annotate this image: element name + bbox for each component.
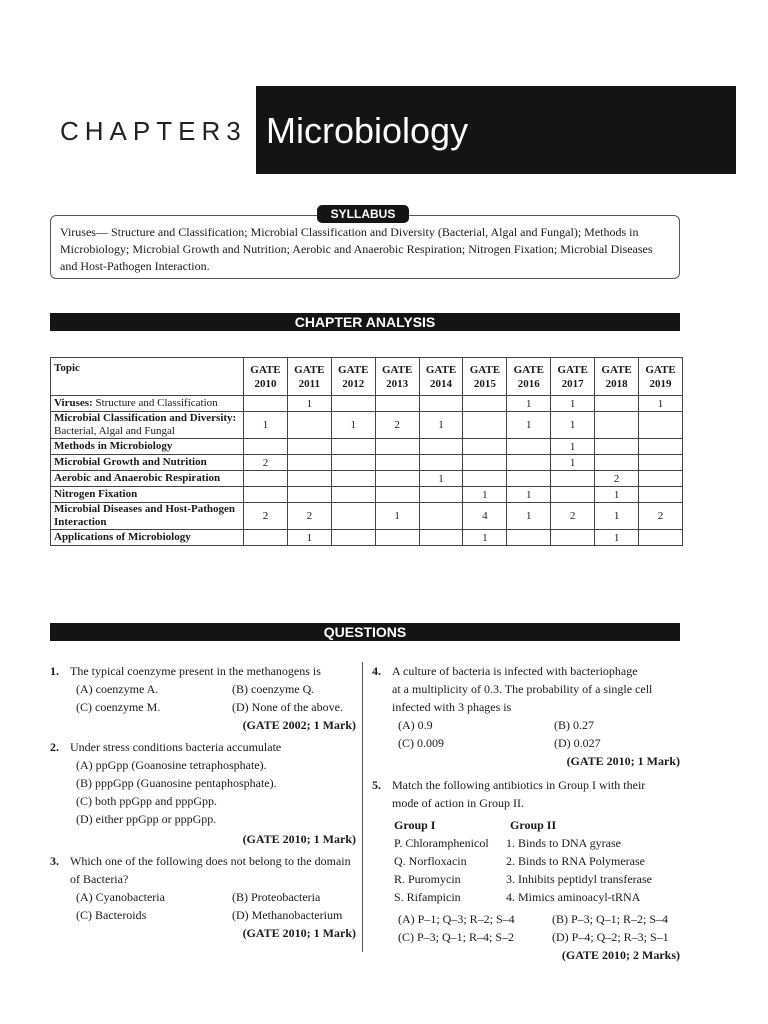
count-cell: [419, 455, 463, 471]
chapter-banner: [256, 86, 736, 174]
count-cell: [595, 412, 639, 439]
questions-right-column: [372, 662, 680, 964]
count-cell: [507, 530, 551, 546]
count-cell: 1: [595, 503, 639, 530]
topic-cell: Aerobic and Anaerobic Respiration: [51, 471, 244, 487]
option-d: (D) 0.027: [554, 736, 601, 750]
syllabus-box: [50, 215, 680, 279]
count-cell: [463, 439, 507, 455]
option-c: (C) both ppGpp and pppGpp.: [76, 794, 217, 808]
count-cell: [463, 412, 507, 439]
count-cell: 1: [287, 396, 331, 412]
count-cell: [639, 439, 683, 455]
count-cell: 2: [639, 503, 683, 530]
count-cell: 1: [419, 412, 463, 439]
count-cell: 2: [375, 412, 419, 439]
count-cell: [287, 412, 331, 439]
count-cell: [639, 412, 683, 439]
option-c: (C) Bacteroids: [76, 908, 147, 922]
question-number: 4.: [372, 664, 381, 678]
count-cell: 1: [463, 487, 507, 503]
count-cell: 1: [551, 455, 595, 471]
count-cell: 2: [244, 455, 288, 471]
count-cell: 2: [244, 503, 288, 530]
option-b: (B) coenzyme Q.: [232, 682, 315, 696]
option-b: (B) P–3; Q–1; R–2; S–4: [552, 912, 669, 926]
count-cell: [375, 439, 419, 455]
count-cell: [375, 455, 419, 471]
topic-cell: Microbial Diseases and Host-Pathogen Interaction: [51, 503, 244, 530]
syllabus-badge: SYLLABUS: [317, 205, 409, 223]
count-cell: 1: [507, 396, 551, 412]
topic-cell: Microbial Growth and Nutrition: [51, 455, 244, 471]
option-a: (A) P–1; Q–3; R–2; S–4: [398, 912, 515, 926]
syllabus-line: and Host-Pathogen Interaction.: [60, 259, 210, 273]
topic-cell: Nitrogen Fixation: [51, 487, 244, 503]
question-5: [372, 776, 680, 964]
question-number: 3.: [50, 854, 59, 868]
year-header: GATE 2011: [287, 358, 331, 396]
column-divider: [362, 662, 363, 952]
count-cell: [595, 455, 639, 471]
count-cell: 1: [375, 503, 419, 530]
count-cell: [244, 487, 288, 503]
count-cell: [507, 455, 551, 471]
topic-cell: Methods in Microbiology: [51, 439, 244, 455]
question-text: mode of action in Group II.: [392, 796, 524, 810]
topic-cell: Microbial Classification and Diversity: Bacterial, Algal and Fungal: [51, 412, 244, 439]
count-cell: [595, 396, 639, 412]
count-cell: [419, 439, 463, 455]
count-cell: [287, 487, 331, 503]
count-cell: [551, 530, 595, 546]
option-a: (A) ppGpp (Goanosine tetraphosphate).: [76, 758, 267, 772]
option-c: (C) coenzyme M.: [76, 700, 161, 714]
count-cell: [463, 455, 507, 471]
count-cell: [331, 455, 375, 471]
questions-heading: QUESTIONS: [50, 623, 680, 641]
syllabus-text: [60, 224, 670, 275]
option-d: (D) Methanobacterium: [232, 908, 343, 922]
year-header: GATE 2019: [639, 358, 683, 396]
question-number: 5.: [372, 778, 381, 792]
count-cell: 2: [595, 471, 639, 487]
count-cell: [463, 471, 507, 487]
option-a: (A) Cyanobacteria: [76, 890, 165, 904]
count-cell: 1: [507, 487, 551, 503]
option-d: (D) either ppGpp or pppGpp.: [76, 812, 217, 826]
count-cell: [375, 471, 419, 487]
option-d: (D) None of the above.: [232, 700, 343, 714]
topic-cell: Viruses: Structure and Classification: [51, 396, 244, 412]
year-header: GATE 2017: [551, 358, 595, 396]
count-cell: 1: [551, 396, 595, 412]
count-cell: [244, 396, 288, 412]
count-cell: 1: [507, 412, 551, 439]
question-text: Under stress conditions bacteria accumulate: [70, 740, 282, 754]
table-row: [51, 530, 683, 546]
table-row: [51, 487, 683, 503]
count-cell: 1: [287, 530, 331, 546]
count-cell: [375, 487, 419, 503]
question-3: [50, 852, 356, 942]
chapter-title: Microbiology: [266, 110, 469, 151]
option-b: (B) pppGpp (Guanosine pentaphosphate).: [76, 776, 277, 790]
count-cell: [331, 503, 375, 530]
chapter-label: CHAPTER3: [60, 116, 247, 146]
question-ref: (GATE 2010; 1 Mark): [242, 832, 356, 846]
option-c: (C) 0.009: [398, 736, 444, 750]
count-cell: [507, 439, 551, 455]
count-cell: [331, 471, 375, 487]
count-cell: [244, 439, 288, 455]
count-cell: [639, 530, 683, 546]
count-cell: [463, 396, 507, 412]
year-header: GATE 2013: [375, 358, 419, 396]
year-header: GATE 2010: [244, 358, 288, 396]
count-cell: [419, 487, 463, 503]
question-number: 1.: [50, 664, 59, 678]
question-text: at a multiplicity of 0.3. The probability of a single cell: [392, 682, 653, 696]
count-cell: [375, 530, 419, 546]
question-text: infected with 3 phages is: [392, 700, 512, 714]
topic-cell: Applications of Microbiology: [51, 530, 244, 546]
syllabus-line: Microbiology; Microbial Growth and Nutrition; Aerobic and Anaerobic Respiration; Nitrogen Fixation; Microbial Diseases: [60, 242, 653, 256]
question-text: A culture of bacteria is infected with bacteriophage: [392, 664, 638, 678]
count-cell: [639, 487, 683, 503]
count-cell: [507, 471, 551, 487]
table-header-row: [51, 358, 683, 396]
count-cell: 2: [551, 503, 595, 530]
year-header: GATE 2016: [507, 358, 551, 396]
count-cell: [419, 396, 463, 412]
option-c: (C) P–3; Q–1; R–4; S–2: [398, 930, 515, 944]
match-row: R. Puromycin 3. Inhibits peptidyl transferase: [394, 872, 652, 886]
option-a: (A) coenzyme A.: [76, 682, 159, 696]
count-cell: 1: [595, 487, 639, 503]
count-cell: [639, 455, 683, 471]
match-row: P. Chloramphenicol 1. Binds to DNA gyrase: [394, 836, 621, 850]
count-cell: [331, 396, 375, 412]
year-header: GATE 2018: [595, 358, 639, 396]
table-row: [51, 503, 683, 530]
match-row: Q. Norfloxacin 2. Binds to RNA Polymerase: [394, 854, 646, 868]
question-1: [50, 662, 356, 734]
option-b: (B) Proteobacteria: [232, 890, 321, 904]
chapter-analysis-table: [50, 357, 683, 546]
table-row: [51, 412, 683, 439]
question-ref: (GATE 2010; 2 Marks): [561, 948, 680, 962]
table-row: [51, 439, 683, 455]
question-text: of Bacteria?: [70, 872, 129, 886]
count-cell: 1: [419, 471, 463, 487]
question-ref: (GATE 2010; 1 Mark): [242, 926, 356, 940]
table-row: [51, 396, 683, 412]
syllabus-line: Viruses— Structure and Classification; Microbial Classification and Diversity (Bacterial, Algal and Fungal); Methods in: [60, 225, 639, 239]
question-text: The typical coenzyme present in the methanogens is: [70, 664, 321, 678]
count-cell: [244, 471, 288, 487]
count-cell: [331, 487, 375, 503]
count-cell: 1: [244, 412, 288, 439]
year-header: GATE 2014: [419, 358, 463, 396]
count-cell: [331, 439, 375, 455]
question-4: [372, 662, 680, 770]
question-text: Which one of the following does not belong to the domain: [70, 854, 351, 868]
topic-header: Topic: [51, 358, 244, 396]
option-d: (D) P–4; Q–2; R–3; S–1: [552, 930, 669, 944]
year-header: GATE 2015: [463, 358, 507, 396]
questions-left-column: [50, 662, 356, 942]
count-cell: [419, 530, 463, 546]
chapter-analysis-heading: CHAPTER ANALYSIS: [50, 313, 680, 331]
question-ref: (GATE 2010; 1 Mark): [566, 754, 680, 768]
count-cell: [331, 530, 375, 546]
count-cell: [287, 439, 331, 455]
count-cell: [419, 503, 463, 530]
count-cell: [287, 455, 331, 471]
count-cell: 1: [639, 396, 683, 412]
option-a: (A) 0.9: [398, 718, 433, 732]
count-cell: 4: [463, 503, 507, 530]
count-cell: [244, 530, 288, 546]
count-cell: [287, 471, 331, 487]
count-cell: [551, 471, 595, 487]
table-row: [51, 471, 683, 487]
count-cell: 1: [595, 530, 639, 546]
count-cell: 1: [463, 530, 507, 546]
match-row: S. Rifampicin 4. Mimics aminoacyl-tRNA: [394, 890, 641, 904]
count-cell: [639, 471, 683, 487]
question-number: 2.: [50, 740, 59, 754]
group-2-header: Group II: [510, 818, 557, 832]
option-b: (B) 0.27: [554, 718, 594, 732]
count-cell: 2: [287, 503, 331, 530]
table-row: [51, 455, 683, 471]
group-1-header: Group I: [394, 818, 436, 832]
question-2: [50, 738, 356, 848]
count-cell: [595, 439, 639, 455]
count-cell: 1: [551, 439, 595, 455]
question-text: Match the following antibiotics in Group I with their: [392, 778, 646, 792]
question-ref: (GATE 2002; 1 Mark): [242, 718, 356, 732]
count-cell: 1: [551, 412, 595, 439]
count-cell: [551, 487, 595, 503]
year-header: GATE 2012: [331, 358, 375, 396]
count-cell: 1: [331, 412, 375, 439]
count-cell: [375, 396, 419, 412]
count-cell: 1: [507, 503, 551, 530]
